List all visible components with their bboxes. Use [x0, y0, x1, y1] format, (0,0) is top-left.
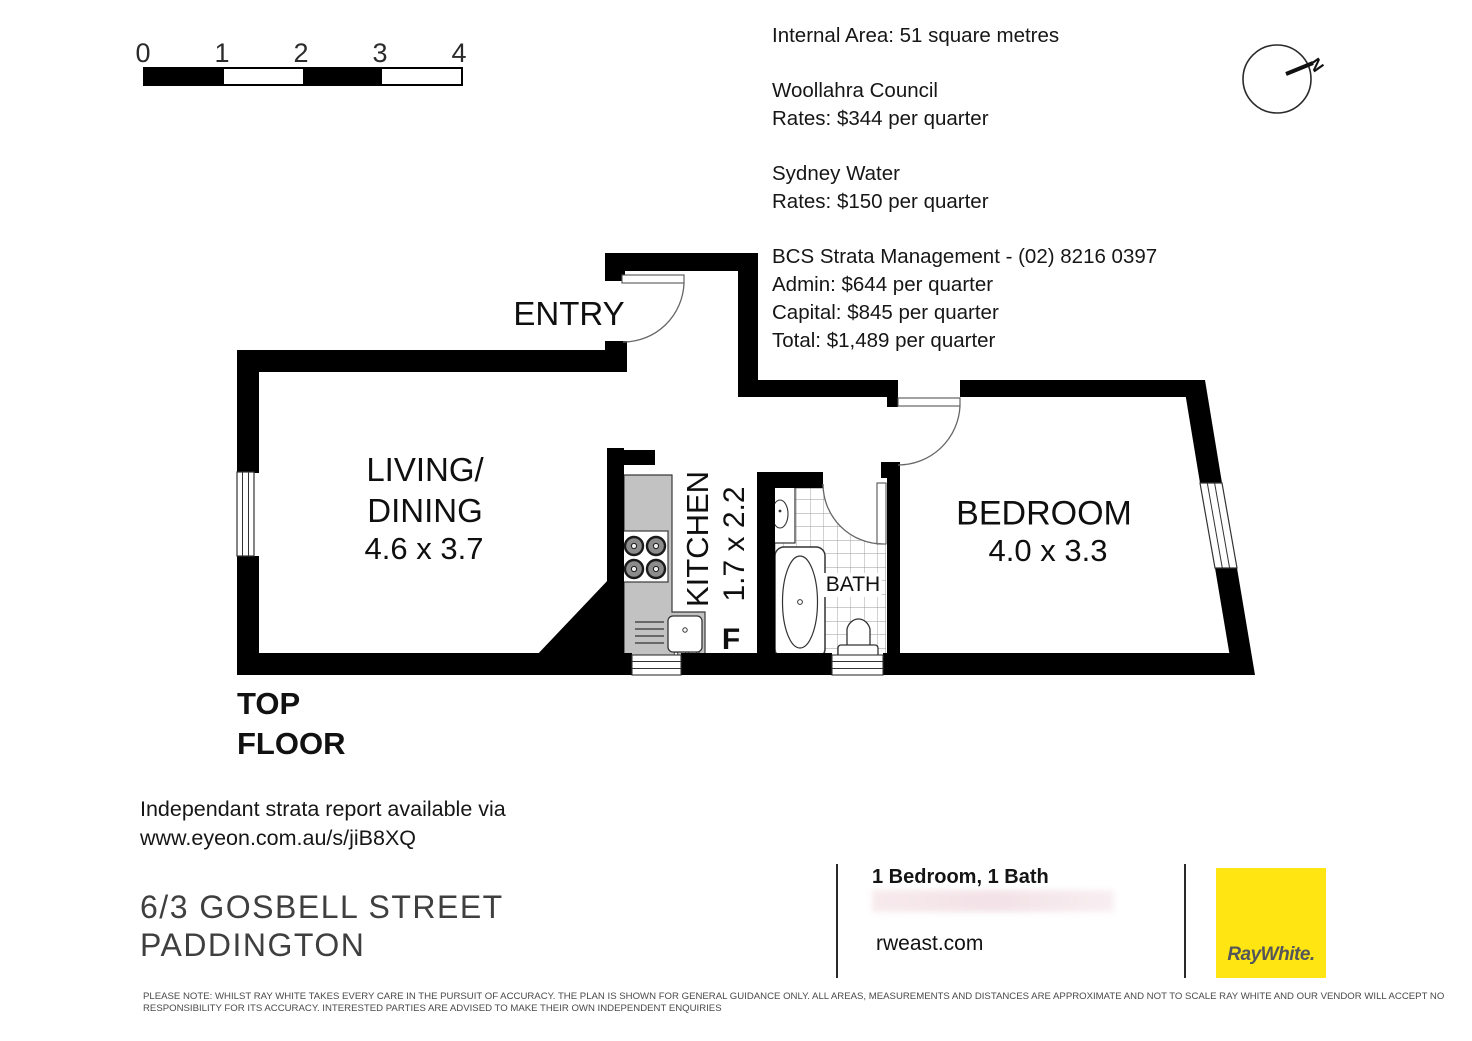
compass-north-label: N [1304, 54, 1328, 76]
bedroom-label: BEDROOM [956, 494, 1132, 533]
beds-baths-text: 1 Bedroom, 1 Bath [872, 866, 1049, 888]
property-address [140, 888, 504, 964]
internal-area-text: Internal Area: 51 square metres [772, 24, 1060, 47]
bedroom-door [898, 398, 960, 465]
council-name: Woollahra Council [772, 79, 938, 102]
window-kitchen [632, 655, 681, 675]
raywhite-logo [1216, 868, 1326, 978]
living-label-line1: LIVING/ [366, 451, 484, 488]
window-slanted [1200, 483, 1237, 568]
strata-report-line1: Independant strata report available via [140, 797, 506, 821]
strata-report-note [140, 795, 506, 853]
strata-total: Total: $1,489 per quarter [772, 329, 996, 352]
bath-label: BATH [825, 573, 881, 596]
agency-website: rweast.com [876, 932, 984, 955]
fridge-label: F [721, 623, 741, 656]
water-rates: Rates: $150 per quarter [772, 190, 989, 213]
scale-tick: 4 [451, 38, 467, 68]
kitchen-label: KITCHEN [680, 470, 715, 608]
address-line2: PADDINGTON [140, 927, 366, 963]
living-dimensions: 4.6 x 3.7 [364, 531, 484, 566]
disclaimer-line2: RESPONSIBILITY FOR ITS ACCURACY. INTERESTED PARTIES ARE ADVISED TO MAKE THEIR OWN INDEPENDENT ENQUIRIES [143, 1003, 722, 1014]
water-name: Sydney Water [772, 162, 900, 185]
kitchen-dimensions: 1.7 x 2.2 [718, 486, 751, 602]
floor-name-line1: TOP [237, 686, 301, 721]
disclaimer [143, 991, 1444, 1015]
redacted-text-blur [872, 890, 1114, 912]
floor-name-line2: FLOOR [237, 726, 346, 761]
window-bath [832, 655, 883, 675]
bedroom-dimensions: 4.0 x 3.3 [988, 533, 1108, 568]
strata-admin: Admin: $644 per quarter [772, 273, 994, 296]
entry-door [622, 275, 684, 342]
scale-tick: 3 [372, 38, 388, 68]
entry-label: ENTRY [513, 295, 625, 332]
listing-summary [836, 864, 1186, 978]
scale-tick: 1 [214, 38, 230, 68]
bathtub-icon [775, 547, 825, 658]
stove-icon [622, 531, 668, 582]
scale-tick: 0 [135, 38, 151, 68]
scale-tick: 2 [293, 38, 309, 68]
disclaimer-line1: PLEASE NOTE: WHILST RAY WHITE TAKES EVERY CARE IN THE PURSUIT OF ACCURACY. THE PLAN IS SHOWN FOR GENERAL GUIDANCE ONLY. ALL AREAS, MEASUREMENTS AND DISTANCES ARE APPROXIMATE AND NOT TO SCALE RAY WHITE AND OUR VENDOR WILL ACCEPT NO [143, 991, 1445, 1002]
north-compass-icon [1243, 45, 1327, 113]
window-left [237, 472, 254, 556]
council-rates: Rates: $344 per quarter [772, 107, 989, 130]
strata-capital: Capital: $845 per quarter [772, 301, 999, 324]
address-line1: 6/3 GOSBELL STREET [140, 889, 504, 925]
strata-management: BCS Strata Management - (02) 8216 0397 [772, 245, 1158, 268]
living-label-line2: DINING [367, 492, 483, 529]
floor-name [237, 684, 346, 764]
strata-report-url: www.eyeon.com.au/s/jiB8XQ [140, 826, 417, 850]
raywhite-logo-text: RayWhite. [1227, 944, 1315, 965]
